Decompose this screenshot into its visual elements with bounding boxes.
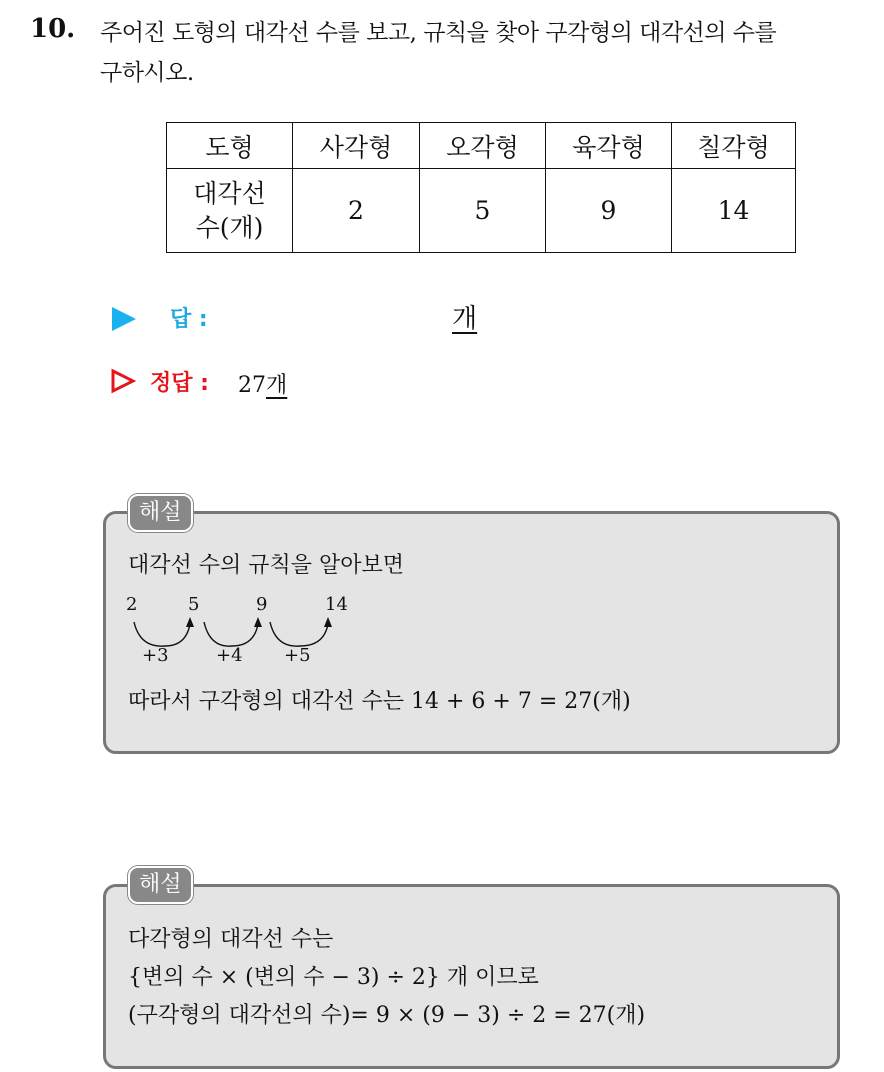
solution1-intro: 대각선 수의 규칙을 알아보면 [128, 553, 405, 578]
question-text-line1: 주어진 도형의 대각선 수를 보고, 규칙을 찾아 구각형의 대각선의 수를 [100, 20, 777, 46]
solution-tag-1: 해설 [128, 494, 193, 532]
solution2-line1: 다각형의 대각선 수는 [128, 927, 334, 952]
answer-marker-icon [112, 307, 136, 331]
solution2-line2: {변의 수 × (변의 수 − 3) ÷ 2} 개 이므로 [128, 965, 539, 990]
difference-3: +5 [284, 645, 311, 666]
arc-2-arrowhead [254, 617, 262, 627]
row-label-line2: 수(개) [195, 212, 264, 242]
table-cell-square: 2 [293, 169, 420, 253]
answer-label: 답 : [170, 307, 208, 332]
correct-answer [238, 368, 287, 399]
difference-1: +3 [142, 645, 169, 666]
table-cell-pentagon: 5 [420, 169, 546, 253]
row-label-line1: 대각선 [193, 178, 266, 208]
correct-marker-icon [110, 368, 136, 394]
table-cell-heptagon: 14 [672, 169, 796, 253]
solution2-line3: (구각형의 대각선의 수)= 9 × (9 − 3) ÷ 2 = 27(개) [128, 1003, 646, 1028]
table-header-square: 사각형 [293, 123, 420, 169]
table-row-label [167, 169, 293, 253]
correct-unit: 개 [266, 373, 288, 398]
diagonal-table [166, 122, 796, 253]
table-header-heptagon: 칠각형 [672, 123, 796, 169]
question-number: 10. [30, 14, 76, 44]
correct-value: 27 [238, 373, 266, 398]
arc-1 [134, 622, 190, 646]
sequence-term-2: 5 [188, 594, 200, 615]
solution1-conclusion: 따라서 구각형의 대각선 수는 14 + 6 + 7 = 27(개) [128, 689, 631, 714]
arc-1-arrowhead [186, 617, 194, 627]
sequence-term-4: 14 [325, 594, 348, 615]
table-cell-hexagon: 9 [546, 169, 672, 253]
sequence-term-1: 2 [126, 594, 138, 615]
table-header-hexagon: 육각형 [546, 123, 672, 169]
arc-2 [204, 622, 258, 646]
sequence-term-3: 9 [256, 594, 268, 615]
solution-tag-2: 해설 [128, 866, 193, 904]
arc-3 [270, 622, 328, 646]
table-header-pentagon: 오각형 [420, 123, 546, 169]
question-text-line2: 구하시오. [100, 60, 194, 86]
answer-unit: 개 [452, 304, 478, 334]
difference-2: +4 [216, 645, 243, 666]
arc-3-arrowhead [324, 617, 332, 627]
table-header-label: 도형 [167, 123, 293, 169]
correct-label: 정답 : [150, 371, 209, 396]
